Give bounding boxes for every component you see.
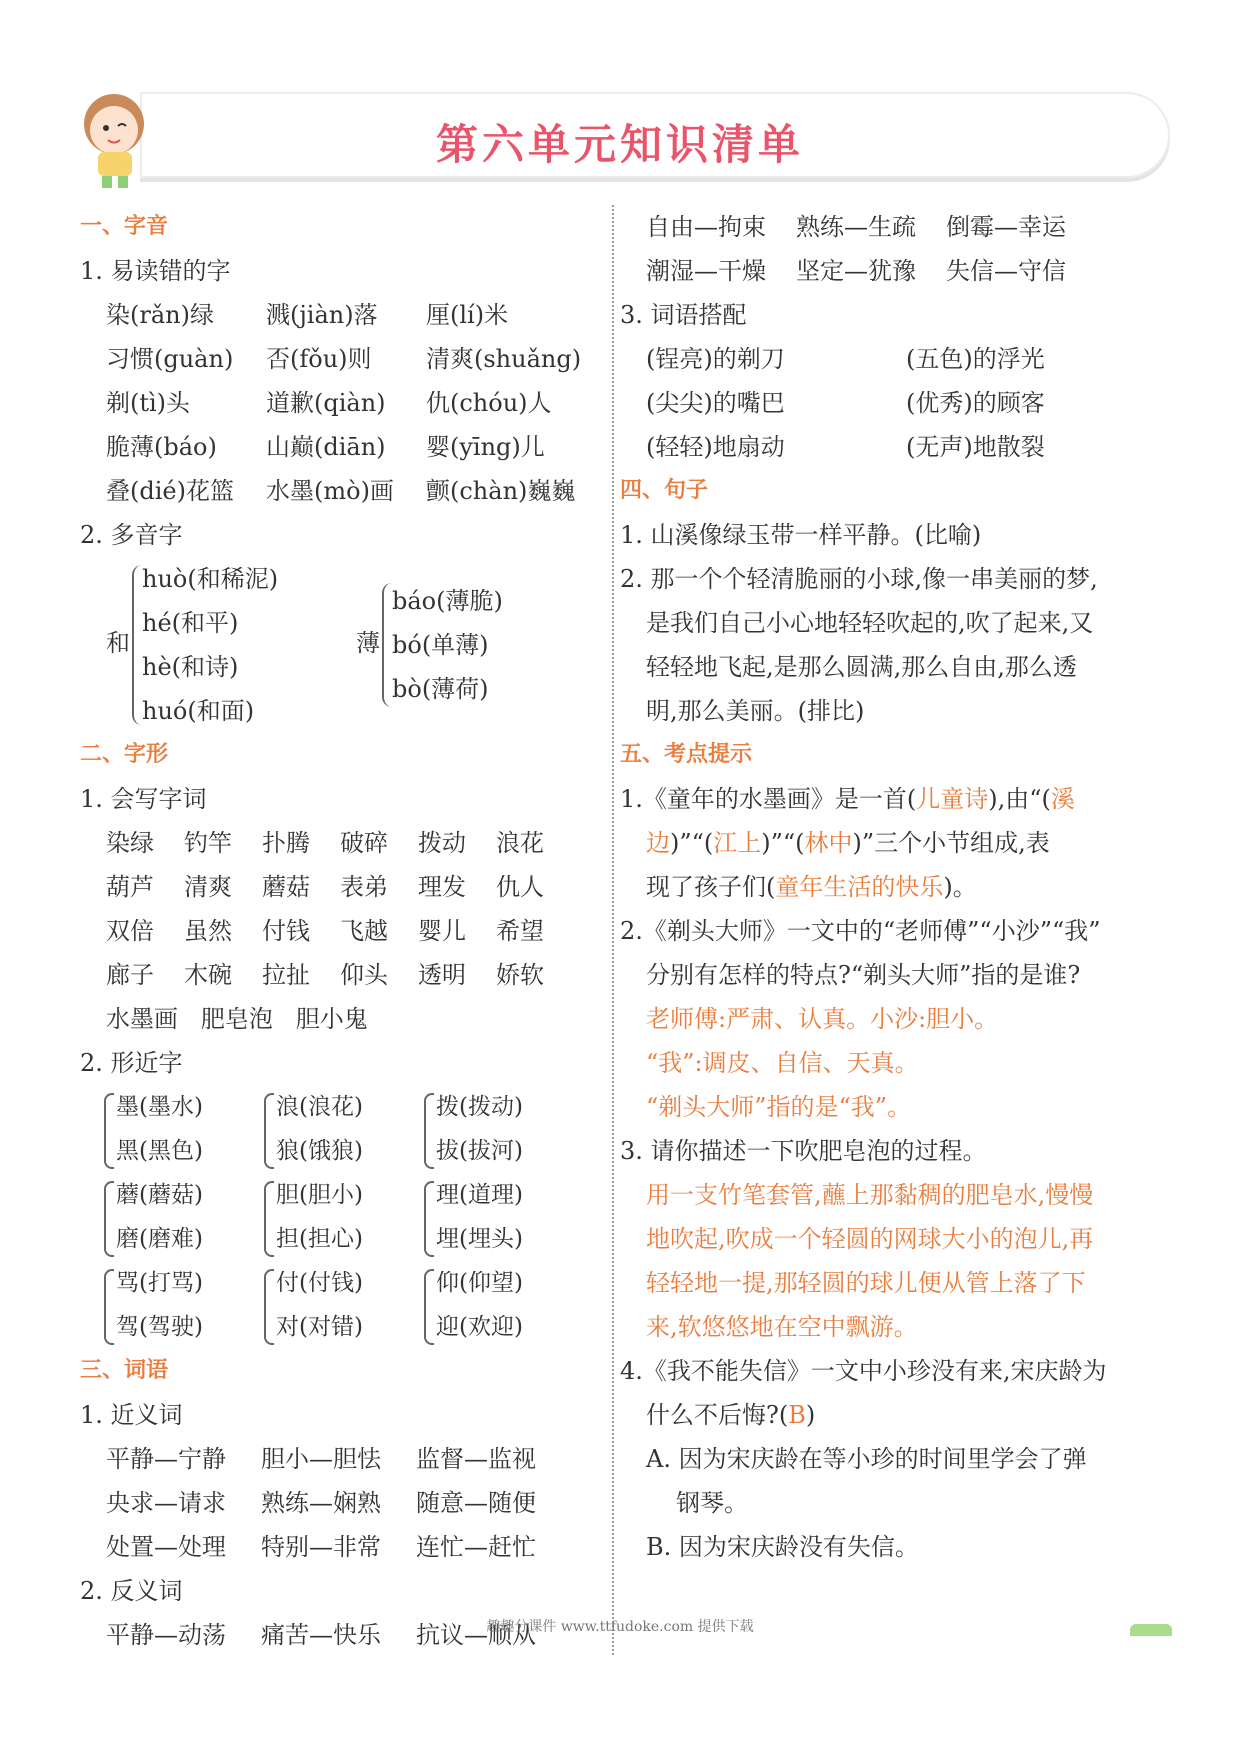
polyphone-group: [80, 557, 600, 733]
answer: 童年生活的快乐: [775, 873, 944, 901]
antonym-item: 抗议—顺从: [416, 1621, 536, 1649]
text: )”“(: [761, 829, 805, 857]
word-item: 胆小鬼: [295, 1005, 368, 1033]
reading-item: bó(单薄): [392, 631, 489, 659]
brace-icon: [382, 583, 392, 707]
text: 1.《童年的水墨画》是一首(: [620, 785, 917, 813]
synonym-item: 熟练—娴熟: [261, 1489, 381, 1517]
sentence-line: 2. 那一个个轻清脆丽的小球,像一串美丽的梦,: [620, 565, 1098, 593]
pinyin-item: 否(fǒu)则: [266, 345, 372, 373]
word-item: 钓竿: [184, 829, 232, 857]
writing-words-grid: [80, 821, 600, 997]
pinyin-item: 脆薄(báo): [106, 433, 217, 461]
pair-item: 磨(磨难): [116, 1226, 203, 1252]
text: )。: [943, 873, 977, 901]
pair-item: 拨(拨动): [436, 1094, 523, 1120]
section-heading-exam-tips: 五、考点提示: [620, 742, 753, 767]
reading-item: báo(薄脆): [392, 587, 503, 615]
section-heading-pronunciation: 一、字音: [80, 214, 169, 239]
text: ),由“(: [988, 785, 1051, 813]
word-item: 染绿: [106, 829, 154, 857]
subheading-antonyms: 2. 反义词: [80, 1577, 183, 1605]
antonym-item: 痛苦—快乐: [261, 1621, 381, 1649]
brace-icon: [264, 1181, 274, 1257]
similar-pair: [424, 1173, 594, 1261]
reading-item: huò(和稀泥): [142, 565, 279, 593]
pinyin-item: 染(rǎn)绿: [106, 301, 214, 329]
pair-item: 狼(饿狼): [276, 1138, 363, 1164]
word-item: 廊子: [106, 961, 154, 989]
reading-item: bò(薄荷): [392, 675, 489, 703]
similar-pair: [104, 1173, 264, 1261]
pinyin-item: 道歉(qiàn): [266, 389, 386, 417]
word-item: 付钱: [262, 917, 310, 945]
answer-line: “剃头大师”指的是“我”。: [646, 1093, 912, 1121]
pair-item: 黑(黑色): [116, 1138, 203, 1164]
word-item: 表弟: [340, 873, 388, 901]
pair-item: 蘑(蘑菇): [116, 1182, 203, 1208]
footer-watermark: 趣趣分课件 www.ttfudoke.com 提供下载: [486, 1619, 754, 1635]
antonyms-grid-right: [620, 205, 1160, 293]
polyphone-char: 薄: [356, 629, 380, 657]
brace-icon: [104, 1093, 114, 1169]
text: 什么不后悔?(: [646, 1401, 789, 1429]
question-2-line: 分别有怎样的特点?“剃头大师”指的是谁?: [646, 961, 1081, 989]
similar-pair: [264, 1085, 424, 1173]
brace-icon: [104, 1269, 114, 1345]
pair-item: 埋(埋头): [436, 1226, 523, 1252]
answer-line: 轻轻地一提,那轻圆的球儿便从管上落了下: [646, 1269, 1086, 1297]
answer: B: [788, 1401, 806, 1429]
collocations-grid: [620, 337, 1160, 469]
brace-icon: [132, 565, 142, 725]
word-item: 虽然: [184, 917, 232, 945]
section-heading-glyph: 二、字形: [80, 742, 169, 767]
page-corner-tab: [1130, 1624, 1172, 1636]
synonym-item: 胆小—胆怯: [261, 1445, 381, 1473]
pair-item: 理(道理): [436, 1182, 523, 1208]
pinyin-item: 颤(chàn)巍巍: [426, 477, 576, 505]
subheading-writing-words: 1. 会写字词: [80, 785, 207, 813]
synonym-item: 随意—随便: [416, 1489, 536, 1517]
option-a-line: 钢琴。: [676, 1489, 748, 1517]
similar-pair: [424, 1085, 594, 1173]
synonym-item: 监督—监视: [416, 1445, 536, 1473]
word-item: 扑腾: [262, 829, 310, 857]
sentence-line: 明,那么美丽。(排比): [646, 697, 865, 725]
word-item: 拨动: [418, 829, 466, 857]
word-item: 仰头: [340, 961, 388, 989]
brace-icon: [424, 1181, 434, 1257]
pair-item: 胆(胆小): [276, 1182, 363, 1208]
answer: 溪: [1050, 785, 1075, 813]
question-2-line: 2.《剃头大师》一文中的“老师傅”“小沙”“我”: [620, 917, 1101, 945]
word-item: 清爽: [184, 873, 232, 901]
answer-line: 老师傅:严肃、认真。小沙:胆小。: [646, 1005, 999, 1033]
synonym-item: 连忙—赶忙: [416, 1533, 536, 1561]
pair-item: 浪(浪花): [276, 1094, 363, 1120]
answer-line: 用一支竹笔套管,蘸上那黏稠的肥皂水,慢慢: [646, 1181, 1094, 1209]
antonym-item: 平静—动荡: [106, 1621, 226, 1649]
answer: 边: [646, 829, 670, 857]
brace-icon: [264, 1093, 274, 1169]
polyphone-readings: [392, 579, 503, 711]
similar-pair: [104, 1261, 264, 1349]
answer: 林中: [804, 829, 853, 857]
answer-line: 来,软悠悠地在空中飘游。: [646, 1313, 918, 1341]
similar-pair: [264, 1261, 424, 1349]
pair-item: 仰(仰望): [436, 1270, 523, 1296]
word-item: 拉扯: [262, 961, 310, 989]
subheading-polyphones: 2. 多音字: [80, 521, 183, 549]
collocation-item: (尖尖)的嘴巴: [646, 389, 785, 417]
pinyin-item: 仇(chóu)人: [426, 389, 552, 417]
section-heading-vocabulary: 三、词语: [80, 1358, 169, 1383]
question-1-line: [620, 821, 1160, 865]
word-item: 水墨画: [106, 1005, 178, 1033]
collocation-item: (轻轻)地扇动: [646, 433, 785, 461]
word-item: 双倍: [106, 917, 154, 945]
collocation-item: (锃亮)的剃刀: [646, 345, 785, 373]
word-item: 仇人: [496, 873, 544, 901]
word-item: 蘑菇: [262, 873, 310, 901]
similar-pair: [264, 1173, 424, 1261]
question-4-line: [620, 1393, 1160, 1437]
synonym-item: 平静—宁静: [106, 1445, 226, 1473]
page-title: 第六单元知识清单: [435, 120, 804, 169]
answer: 江上: [713, 829, 762, 857]
pair-item: 墨(墨水): [116, 1094, 203, 1120]
sentence-line: 轻轻地飞起,是那么圆满,那么自由,那么透: [646, 653, 1077, 681]
word-item: 理发: [418, 873, 466, 901]
reading-item: hè(和诗): [142, 653, 239, 681]
antonym-item: 坚定—犹豫: [796, 257, 916, 285]
text: )”“(: [670, 829, 714, 857]
answer-line: 地吹起,吹成一个轻圆的网球大小的泡儿,再: [646, 1225, 1094, 1253]
polyphone-char: 和: [106, 629, 130, 657]
pinyin-item: 溅(jiàn)落: [266, 301, 378, 329]
pinyin-item: 清爽(shuǎng): [426, 345, 582, 373]
brace-icon: [424, 1093, 434, 1169]
synonym-item: 央求—请求: [106, 1489, 226, 1517]
reading-item: huó(和面): [142, 697, 255, 725]
pair-item: 付(付钱): [276, 1270, 363, 1296]
question-1-line: [620, 865, 1160, 909]
answer-line: “我”:调皮、自信、天真。: [646, 1049, 919, 1077]
polyphone-readings: [142, 557, 278, 733]
pinyin-item: 剃(tì)头: [106, 389, 191, 417]
pair-item: 驾(驾驶): [116, 1314, 203, 1340]
pinyin-item: 叠(dié)花篮: [106, 477, 234, 505]
word-row-last: [80, 997, 600, 1041]
synonyms-grid: [80, 1437, 600, 1569]
collocation-item: (优秀)的顾客: [906, 389, 1045, 417]
text: )”三个小节组成,表: [852, 829, 1050, 857]
synonym-item: 处置—处理: [106, 1533, 226, 1561]
misread-chars-grid: [80, 293, 600, 513]
antonym-item: 潮湿—干燥: [646, 257, 766, 285]
collocation-item: (五色)的浮光: [906, 345, 1045, 373]
pinyin-item: 山巅(diān): [266, 433, 386, 461]
word-item: 肥皂泡: [200, 1005, 273, 1033]
subheading-collocations: 3. 词语搭配: [620, 301, 747, 329]
reading-item: hé(和平): [142, 609, 239, 637]
answer: 儿童诗: [916, 785, 989, 813]
word-item: 希望: [496, 917, 544, 945]
antonym-item: 失信—守信: [946, 257, 1066, 285]
pinyin-item: 习惯(guàn): [106, 345, 234, 373]
pair-item: 担(担心): [276, 1226, 363, 1252]
left-column: [80, 205, 600, 1657]
question-3-line: 3. 请你描述一下吹肥皂泡的过程。: [620, 1137, 987, 1165]
antonym-item: 熟练—生疏: [796, 213, 916, 241]
pair-item: 骂(打骂): [116, 1270, 203, 1296]
right-column: [620, 205, 1160, 1569]
section-heading-sentences: 四、句子: [620, 478, 709, 503]
pair-item: 对(对错): [276, 1314, 363, 1340]
word-item: 飞越: [340, 917, 388, 945]
option-b-line: B. 因为宋庆龄没有失信。: [646, 1533, 919, 1561]
subheading-synonyms: 1. 近义词: [80, 1401, 183, 1429]
word-item: 木碗: [184, 961, 232, 989]
pair-item: 迎(欢迎): [436, 1314, 523, 1340]
antonym-item: 自由—拘束: [646, 213, 766, 241]
pinyin-item: 婴(yīng)儿: [426, 433, 545, 461]
word-item: 浪花: [496, 829, 544, 857]
pinyin-item: 厘(lí)米: [426, 301, 509, 329]
subheading-misread-chars: 1. 易读错的字: [80, 257, 231, 285]
pinyin-item: 水墨(mò)画: [266, 477, 394, 505]
synonym-item: 特别—非常: [261, 1533, 381, 1561]
text: 现了孩子们(: [646, 873, 776, 901]
text: ): [805, 1401, 816, 1429]
collocation-item: (无声)地散裂: [906, 433, 1045, 461]
question-1-line: [620, 777, 1160, 821]
option-a-line: A. 因为宋庆龄在等小珍的时间里学会了弹: [646, 1445, 1087, 1473]
similar-pair: [424, 1261, 594, 1349]
sentence-line: 1. 山溪像绿玉带一样平静。(比喻): [620, 521, 982, 549]
similar-pair: [104, 1085, 264, 1173]
brace-icon: [424, 1269, 434, 1345]
word-item: 娇软: [496, 961, 544, 989]
word-item: 婴儿: [418, 917, 466, 945]
word-item: 破碎: [340, 829, 388, 857]
subheading-similar-chars: 2. 形近字: [80, 1049, 183, 1077]
word-item: 透明: [418, 961, 466, 989]
brace-icon: [264, 1269, 274, 1345]
similar-chars-grid: [80, 1085, 600, 1349]
pair-item: 拔(拔河): [436, 1138, 523, 1164]
brace-icon: [104, 1181, 114, 1257]
question-4-line: 4.《我不能失信》一文中小珍没有来,宋庆龄为: [620, 1357, 1107, 1385]
sentence-line: 是我们自己小心地轻轻吹起的,吹了起来,又: [646, 609, 1094, 637]
word-item: 葫芦: [106, 873, 154, 901]
antonym-item: 倒霉—幸运: [946, 213, 1066, 241]
